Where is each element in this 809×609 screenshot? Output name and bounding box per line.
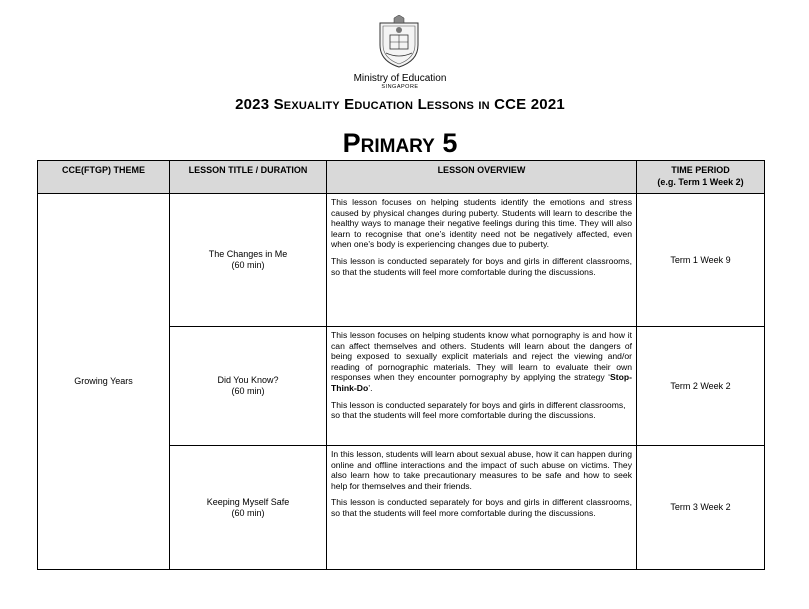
lesson-duration: (60 min) [231,386,265,396]
lesson-title-cell [170,194,327,327]
column-header-overview: LESSON OVERVIEW [327,161,637,194]
strategy-name: Stop-Think-Do [331,372,632,393]
lesson-overview-text: This lesson focuses on helping students identify the emotions and stress caused by physical changes during puberty. Students will learn to describe the healthy ways to manage their negative feelings during this time. They will also learn to recognise that one’s identity need not be negatively affected, even when one’s body is experiencing changes due to puberty. [331,197,632,250]
lesson-overview-text: This lesson focuses on helping students know what pornography is and how it can affect themselves and others. Students will learn about the dangers of being exposed to sexually explicit materials and reject the viewing and/or reading of pornographic materials. They will learn to evaluate their own responses when they encounter pornography by applying the strategy ‘ [331,330,632,383]
lesson-title-cell [170,327,327,446]
time-period-label: TIME PERIOD [671,165,730,175]
lesson-title: Keeping Myself Safe [206,496,290,507]
column-header-theme: CCE(FTGP) THEME [38,161,170,194]
table-row [38,194,765,327]
lesson-title: Did You Know? [217,375,279,385]
time-period-cell: Term 3 Week 2 [637,446,765,570]
lesson-overview-text: In this lesson, students will learn about sexual abuse, how it can happen during online and offline interactions and the impact of such abuse on victims. They also learn how to take precautionary measures to be safe and how to seek help for themselves and their friends. [331,449,632,491]
lesson-duration: (60 min) [231,507,265,518]
time-period-cell: Term 1 Week 9 [637,194,765,327]
ministry-name-text: Ministry of Education [353,73,447,84]
lesson-overview-end: ’. [368,382,373,393]
lessons-table [37,160,765,570]
lesson-note-text: This lesson is conducted separately for boys and girls in different classrooms, so that the students will feel more comfortable during the discussions. [331,399,626,421]
lesson-overview-cell [327,446,637,570]
lesson-title-cell [170,446,327,570]
moe-crest-logo [374,15,424,69]
lesson-overview-cell [327,194,637,327]
document-title: 2023 Sexuality Education Lessons in CCE 2021 [235,96,565,113]
lesson-note-text: This lesson is conducted separately for boys and girls in different classrooms, so that the students will feel more comfortable during the discussions. [331,255,632,277]
lesson-overview-paragraph [331,330,632,394]
column-header-time-period [637,161,765,194]
column-header-lesson-title: LESSON TITLE / DURATION [170,161,327,194]
level-heading: Primary 5 [342,128,458,158]
lesson-duration: (60 min) [231,260,265,270]
ministry-country: SINGAPORE [381,84,419,90]
time-period-cell: Term 2 Week 2 [637,327,765,446]
theme-cell: Growing Years [38,194,170,570]
lesson-overview-cell [327,327,637,446]
table-header-row [38,161,765,194]
time-period-example: (e.g. Term 1 Week 2) [657,177,744,187]
lesson-note-text: This lesson is conducted separately for boys and girls in different classrooms, so that the students will feel more comfortable during the discussions. [331,497,632,518]
ministry-name [300,73,500,91]
lesson-title: The Changes in Me [208,249,288,259]
